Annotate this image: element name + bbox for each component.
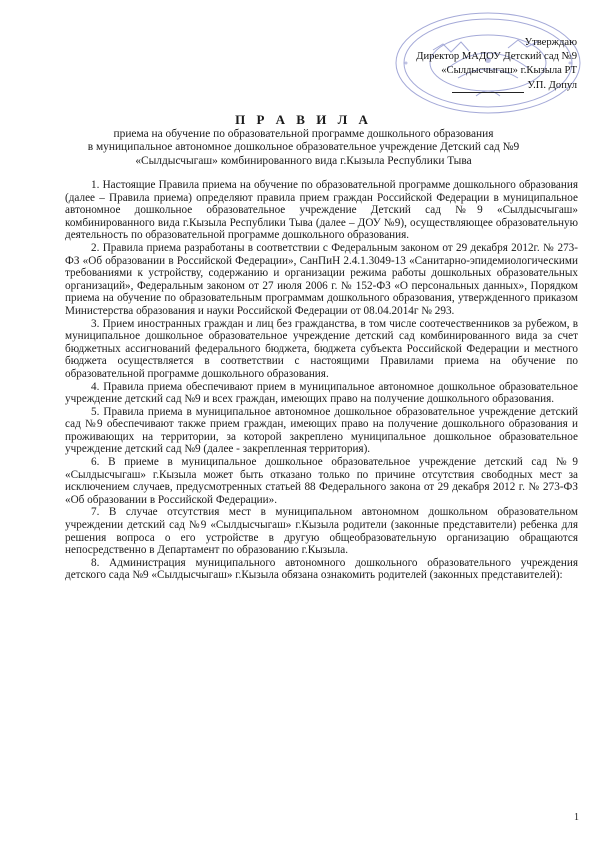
approval-line: У.П. Допул [527, 79, 577, 91]
paragraph-2: 2. Правила приема разработаны в соответствии с Федеральным законом от 29 декабря 2012г. № 273-ФЗ «Об образовании в Российской Федерации», СанПиН 2.4.1.3049-13 «Санитарно-эпидемиологическими требованиями к устройству, содержанию и организации режима работы дошкольных образовательных организаций», Федеральным законом от 27 июля 2006 г. № 152-ФЗ «О персональных данных», Порядком приема на обучение по образовательным программам дошкольного образования, утвержденного приказом Министерства образования и науки Российской Федерации от 08.04.2014г № 293. [65, 241, 578, 317]
paragraph-7: 7. В случае отсутствия мест в муниципальном автономном дошкольном образовательном учреждении детский сад №9 «Сылдысчыгаш» г.Кызыла родители (законные представители) ребенка для решения вопроса о его устройстве в другую общеобразовательную организацию обращаются непосредственно в Департамент по образованию г.Кызыла. [65, 506, 578, 557]
paragraph-5: 5. Правила приема в муниципальное автономное дошкольное образовательное учреждение детский сад №9 обеспечивают также прием граждан, имеющих право на получение дошкольного образования и проживающих на территории, за которой закреплено муниципальное дошкольное образовательное учреждение детский сад №9 (далее - закрепленная территория). [65, 405, 578, 456]
approval-block [416, 36, 577, 93]
document-title: П Р А В И Л А [235, 112, 372, 127]
approval-line: Утверждаю [524, 37, 577, 48]
document-subtitle [40, 128, 567, 168]
document-body [65, 179, 578, 582]
approval-line: «Сылдысчыгаш» г.Кызыла РТ [441, 65, 577, 77]
paragraph-8: 8. Администрация муниципального автономного дошкольного образовательного учреждения детского сада №9 «Сылдысчыгаш» г.Кызыла обязана ознакомить родителей (законных представителей): [65, 556, 578, 582]
paragraph-4: 4. Правила приема обеспечивают прием в муниципальное автономное дошкольное образовательное учреждение детский сад №9 и всех граждан, имеющих право на получение дошкольного образования. [65, 380, 578, 406]
subtitle-line: «Сылдысчыгаш» комбинированного вида г.Кызыла Республики Тыва [135, 154, 472, 167]
approval-line: Директор МАДОУ Детский сад №9 [416, 51, 577, 63]
page-number: 1 [574, 812, 579, 823]
paragraph-3: 3. Прием иностранных граждан и лиц без гражданства, в том числе соотечественников за рубежом, в муниципальное дошкольное образовательное учреждение детский сад комбинированного вида за счет бюджетных ассигнований федерального бюджета, бюджета субъекта Российской Федерации и местного бюджета осуществляется в соответствии с настоящими Правилами приема на обучение по образовательной программе дошкольного образования. [65, 317, 578, 380]
approval-signature-row [416, 79, 577, 93]
paragraph-6: 6. В приеме в муниципальное дошкольное образовательное учреждение детский сад №9 «Сылдысчыгаш» г.Кызыла может быть отказано только по причине отсутствия свободных мест за исключением случаев, предусмотренных статьей 88 Федерального закона от 29 декабря 2012 г. № 273-ФЗ «Об образовании в Российской Федерации». [65, 456, 578, 506]
paragraph-1: 1. Настоящие Правила приема на обучение по образовательной программе дошкольного образования (далее – Правила приема) определяют правила прием граждан Российской Федерации в муниципальное автономное дошкольное образовательное учреждение Детский сад №9 «Сылдысчыгаш» комбинированного вида г.Кызыла Республики Тыва (далее – ДОУ №9), осуществляющее образовательную деятельность по образовательной программе дошкольного образования. [65, 179, 578, 242]
subtitle-line: приема на обучение по образовательной программе дошкольного образования [113, 128, 494, 140]
signature-line [452, 82, 524, 93]
subtitle-line: в муниципальное автономное дошкольное образовательное учреждение Детский сад №9 [87, 141, 520, 154]
